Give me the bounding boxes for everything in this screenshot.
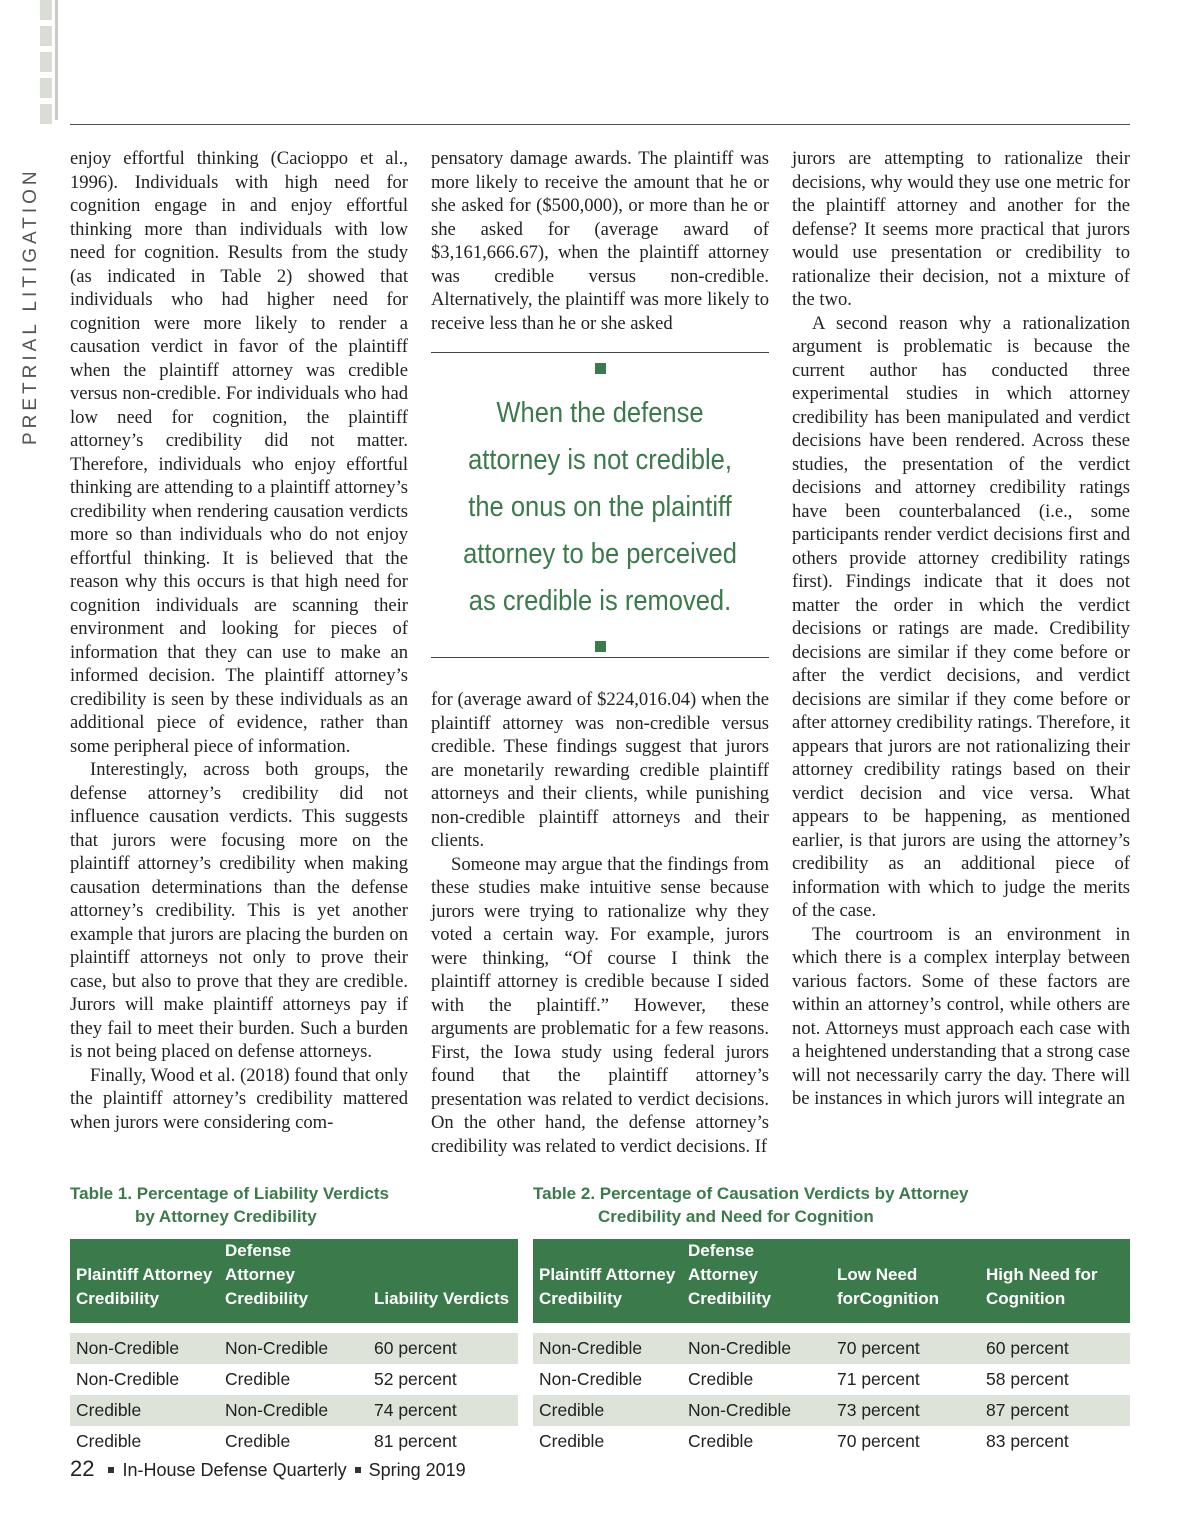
top-rule xyxy=(70,124,1130,125)
table-1-caption: Table 1. Percentage of Liability Verdicts by Attorney Credibility xyxy=(70,1184,390,1226)
table-row: Non-Credible Non-Credible 70 percent 60 percent xyxy=(533,1333,1130,1364)
paragraph: Interestingly, across both groups, the defense attorney’s credibility did not influence causation verdicts. This suggests that jurors were focusing more on the plaintiff attorney’s credibility when making causation determinations than the defense attorney’s credibility. This is yet another example that jurors are placing the burden on plaintiff attorneys not only to prove their case, but also to prove that they are credible. Jurors will make plaintiff attorneys pay if they fail to meet their burden. Such a burden is not being placed on defense attorneys. xyxy=(70,759,408,1062)
square-bullet-icon xyxy=(595,363,606,374)
pull-quote xyxy=(431,352,769,658)
square-bullet-icon xyxy=(355,1467,361,1473)
paragraph: Finally, Wood et al. (2018) found that only the plaintiff attorney’s credibility mattered when jurors were considering com- xyxy=(70,1064,408,1133)
square-bullet-icon xyxy=(595,641,606,652)
paragraph: jurors are attempting to rationalize their decisions, why would they use one metric for the plaintiff attorney and another for the defense? It seems more practical that jurors would use presentation or credibility to rationalize their decision, not a mixture of the two. xyxy=(792,148,1130,310)
paragraph: pensatory damage awards. The plaintiff was more likely to receive the amount that he or she asked for ($500,000), or more than he or she asked for (average award of $3,161,666.67), when the plaintiff attorney was credible versus non-credible. Alternatively, the plaintiff was more likely to receive less than he or she asked xyxy=(431,148,769,334)
paragraph: The courtroom is an environment in which there is a complex interplay between various factors. Some of these factors are within an attorney’s control, while others are not. Attorneys must approach each case with a heightened understanding that a strong case will not necessarily carry the day. There will be instances in which jurors will integrate an xyxy=(792,923,1130,1109)
column-header: Liability Verdicts xyxy=(368,1239,518,1323)
column-3 xyxy=(792,147,1130,1111)
column-header: Defense Attorney Credibility xyxy=(219,1239,368,1323)
table-2 xyxy=(533,1239,1130,1457)
paragraph: Someone may argue that the findings from these studies make intuitive sense because jurors were trying to rationalize why they voted a certain way. For example, jurors were thinking, “Of course I think the plaintiff attorney is credible because I sided with the plaintiff.” However, these arguments are problematic for a few reasons. First, the Iowa study using federal jurors found that the plaintiff attorney’s presentation was related to verdict decisions. On the other hand, the defense attorney’s credibility was related to verdict decisions. If xyxy=(431,853,769,1157)
pull-quote-rule xyxy=(431,657,769,658)
table-row: Non-Credible Non-Credible 60 percent xyxy=(70,1333,518,1364)
pull-quote-rule xyxy=(431,352,769,353)
publication-name: In-House Defense Quarterly xyxy=(122,1460,347,1480)
square-bullet-icon xyxy=(108,1467,114,1473)
table-row: Credible Credible 70 percent 83 percent xyxy=(533,1426,1130,1457)
table-1 xyxy=(70,1239,518,1457)
page-number: 22 xyxy=(70,1456,95,1481)
column-header: Low Need forCognition xyxy=(831,1239,980,1323)
spine-line xyxy=(55,0,58,120)
table-row: Credible Non-Credible 74 percent xyxy=(70,1395,518,1426)
column-header: Plaintiff Attorney Credibility xyxy=(533,1239,682,1323)
spine-decoration xyxy=(40,0,54,140)
table-2-caption: Table 2. Percentage of Causation Verdicts by Attorney Credibility and Need for Cognition xyxy=(533,1184,969,1226)
paragraph: A second reason why a rationalization argument is problematic is because the current author has conducted three experimental studies in which attorney credibility has been manipulated and verdict decisions have been rendered. Across these studies, the presentation of the verdict decisions and attorney credibility ratings have been counterbalanced (i.e., some participants render verdict decisions first and others provide attorney credibility ratings first). Findings indicate that it does not matter the order in which the verdict decisions or ratings are made. Credibility decisions are similar if they come before or after the verdict decisions, and verdict decisions are similar if they come before or after attorney credibility ratings. Therefore, it appears that jurors are not rationalizing their attorney credibility ratings based on their verdict decision and vice versa. What appears to be happening, as mentioned earlier, is that jurors are using the attorney’s credibility as an additional piece of information with which to judge the merits of the case. xyxy=(792,312,1130,921)
pull-quote-text: When the defense attorney is not credible, the onus on the plaintiff attorney to be perceived as credible is removed. xyxy=(463,397,737,617)
page-footer xyxy=(70,1456,466,1482)
column-header: Plaintiff Attorney Credibility xyxy=(70,1239,219,1323)
paragraph: enjoy effortful thinking (Cacioppo et al., 1996). Individuals with high need for cognition engage in and enjoy effortful thinking more than individuals with low need for cognition. Results from the study (as indicated in Table 2) showed that individuals who had higher need for cognition were more likely to render a causation verdict in favor of the plaintiff when the plaintiff attorney was credible versus non-credible. For individuals who had low need for cognition, the plaintiff attorney’s credibility did not matter. Therefore, individuals who enjoy effortful thinking are attending to a plaintiff attorney’s credibility when rendering causation verdicts more so than individuals who do not enjoy effortful thinking. It is believed that the reason why this occurs is that high need for cognition individuals are scanning their environment and looking for pieces of information that they can use to make an informed decision. The plaintiff attorney’s credibility is seen by these individuals as an additional piece of evidence, rather than some peripheral piece of information. xyxy=(70,148,408,757)
table-header-row xyxy=(533,1239,1130,1323)
column-header: High Need for Cognition xyxy=(980,1239,1130,1323)
table-header-row xyxy=(70,1239,518,1323)
issue-date: Spring 2019 xyxy=(368,1460,466,1480)
table-row: Credible Non-Credible 73 percent 87 percent xyxy=(533,1395,1130,1426)
column-2-bottom xyxy=(431,688,769,1158)
section-label: PRETRIAL LITIGATION xyxy=(20,167,41,445)
paragraph: for (average award of $224,016.04) when the plaintiff attorney was non-credible versus credible. These findings suggest that jurors are monetarily rewarding credible plaintiff attorneys and their clients, while punishing non-credible plaintiff attorneys and their clients. xyxy=(431,689,769,851)
column-1 xyxy=(70,147,408,1134)
column-header: Defense Attorney Credibility xyxy=(682,1239,831,1323)
table-row: Non-Credible Credible 52 percent xyxy=(70,1364,518,1395)
table-row: Credible Credible 81 percent xyxy=(70,1426,518,1457)
table-row: Non-Credible Credible 71 percent 58 percent xyxy=(533,1364,1130,1395)
column-2-top xyxy=(431,147,769,335)
